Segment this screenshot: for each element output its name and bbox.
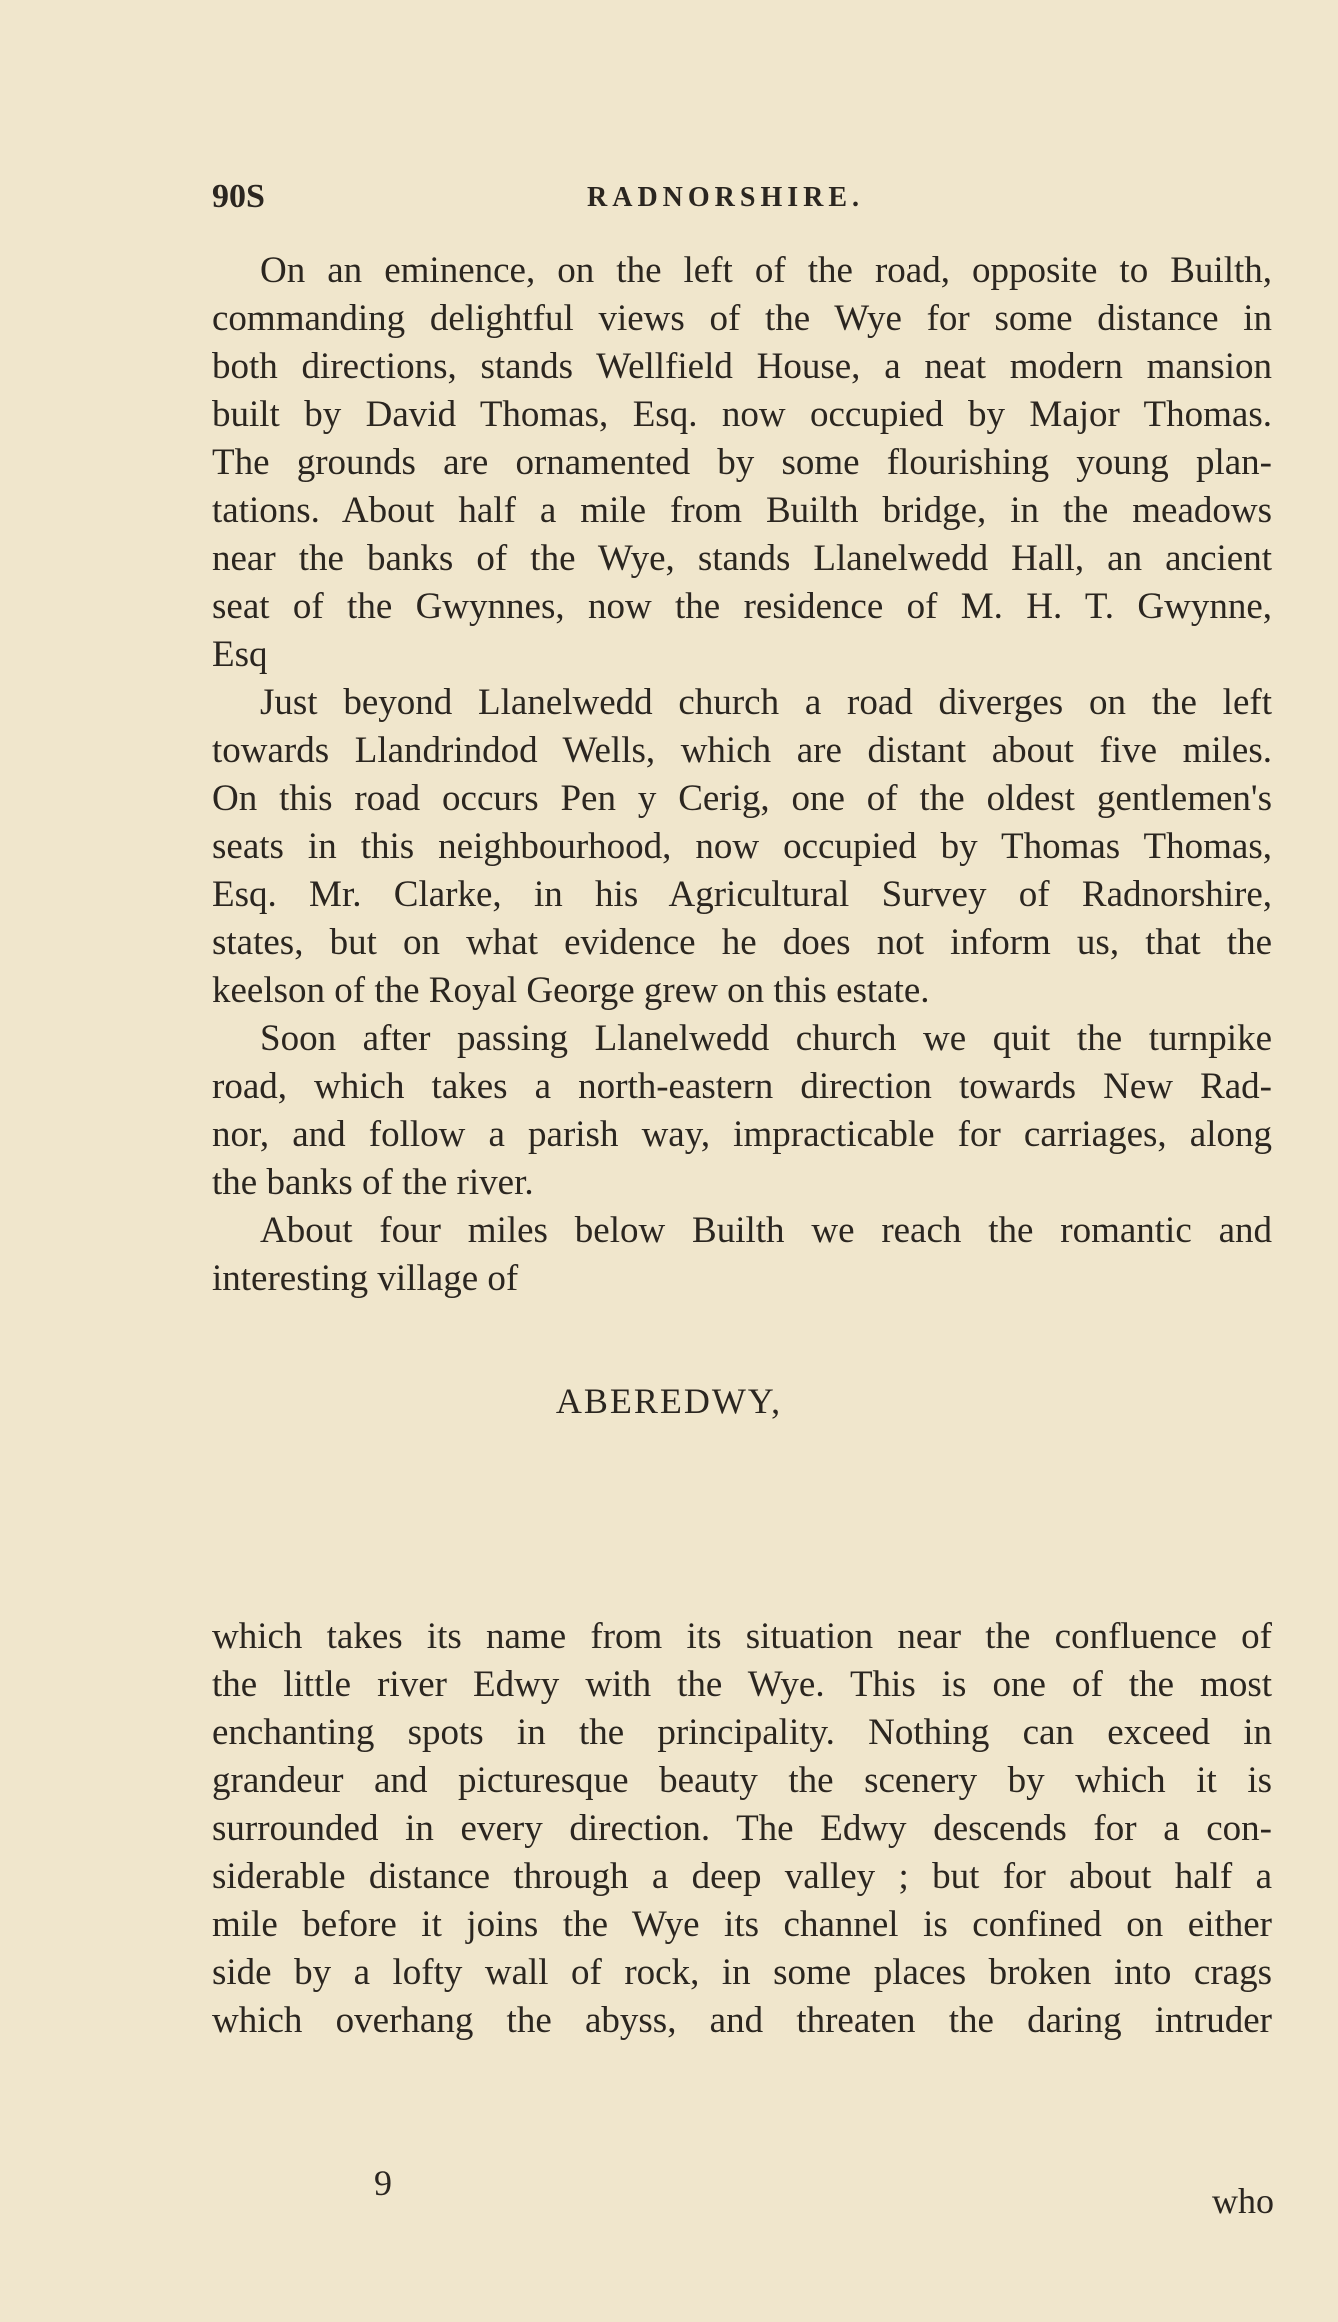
text-line: Esq [212,634,268,675]
catchword: who [1212,2181,1274,2221]
text-line: towards Llandrindod Wells, which are distant about five miles. [212,730,1272,771]
text-line: keelson of the Royal George grew on this estate. [212,970,930,1011]
text-line: near the banks of the Wye, stands Llanelwedd Hall, an ancient [212,538,1272,579]
text-line: tations. About half a mile from Builth bridge, in the meadows [212,490,1272,531]
text-line: Just beyond Llanelwedd church a road diverges on the left [260,682,1272,723]
text-line: side by a lofty wall of rock, in some places broken into crags [212,1952,1272,1993]
page-header [212,178,1272,228]
page-number: 90S [212,178,265,215]
text-line: The grounds are ornamented by some flourishing young plan- [212,442,1272,483]
text-line: Soon after passing Llanelwedd church we quit the turnpike [260,1018,1272,1059]
text-line: both directions, stands Wellfield House, a neat modern mansion [212,346,1272,387]
section-heading: ABEREDWY, [555,1381,783,1421]
text-line: On this road occurs Pen y Cerig, one of the oldest gentlemen's [212,778,1272,819]
text-line: surrounded in every direction. The Edwy descends for a con- [212,1808,1272,1849]
signature-mark: 9 [374,2163,392,2203]
text-line: road, which takes a north-eastern direction towards New Rad- [212,1066,1272,1107]
text-line: enchanting spots in the principality. Nothing can exceed in [212,1712,1272,1753]
text-line: Esq. Mr. Clarke, in his Agricultural Survey of Radnorshire, [212,874,1272,915]
text-line: seat of the Gwynnes, now the residence of M. H. T. Gwynne, [212,586,1272,627]
text-line: mile before it joins the Wye its channel is confined on either [212,1904,1272,1945]
text-line: siderable distance through a deep valley ; but for about half a [212,1856,1272,1897]
text-line: states, but on what evidence he does not inform us, that the [212,922,1272,963]
text-line: nor, and follow a parish way, impracticable for carriages, along [212,1114,1272,1155]
text-line: interesting village of [212,1258,519,1299]
text-line: built by David Thomas, Esq. now occupied by Major Thomas. [212,394,1272,435]
text-line: the little river Edwy with the Wye. This is one of the most [212,1664,1272,1705]
text-line: commanding delightful views of the Wye for some distance in [212,298,1272,339]
text-line: grandeur and picturesque beauty the scenery by which it is [212,1760,1272,1801]
running-head: RADNORSHIRE. [587,182,865,213]
text-line: which overhang the abyss, and threaten the daring intruder [212,2000,1272,2041]
text-line: which takes its name from its situation near the confluence of [212,1616,1272,1657]
text-line: On an eminence, on the left of the road, opposite to Builth, [260,250,1272,291]
text-line: About four miles below Builth we reach the romantic and [260,1210,1272,1251]
text-line: the banks of the river. [212,1162,534,1203]
text-line: seats in this neighbourhood, now occupied by Thomas Thomas, [212,826,1272,867]
